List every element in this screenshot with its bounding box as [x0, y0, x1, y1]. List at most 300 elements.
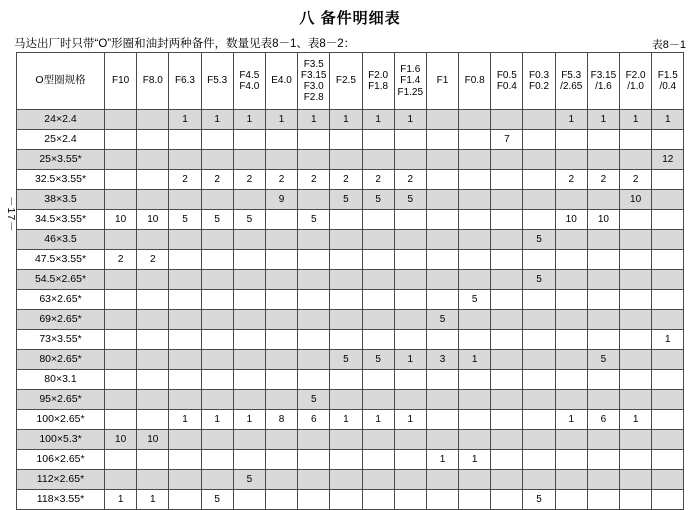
cell-r11-c3: [201, 330, 233, 350]
cell-r19-c16: [620, 490, 652, 510]
cell-r0-c14: 1: [555, 110, 587, 130]
cell-r1-c3: [201, 130, 233, 150]
cell-r7-c0: 2: [105, 250, 137, 270]
cell-r5-c14: 10: [555, 210, 587, 230]
cell-r11-c14: [555, 330, 587, 350]
row-spec-label: 25×3.55*: [17, 150, 105, 170]
cell-r12-c3: [201, 350, 233, 370]
cell-r12-c15: 5: [587, 350, 619, 370]
cell-r11-c0: [105, 330, 137, 350]
cell-r14-c8: [362, 390, 394, 410]
cell-r7-c2: [169, 250, 201, 270]
cell-r9-c9: [394, 290, 426, 310]
cell-r5-c15: 10: [587, 210, 619, 230]
cell-r14-c6: 5: [298, 390, 330, 410]
cell-r4-c9: 5: [394, 190, 426, 210]
cell-r15-c7: 1: [330, 410, 362, 430]
cell-r12-c16: [620, 350, 652, 370]
cell-r17-c5: [265, 450, 297, 470]
cell-r18-c0: [105, 470, 137, 490]
cell-r0-c5: 1: [265, 110, 297, 130]
cell-r19-c12: [491, 490, 523, 510]
cell-r2-c0: [105, 150, 137, 170]
column-header-9: F1.6 F1.4 F1.25: [394, 53, 426, 110]
cell-r17-c13: [523, 450, 555, 470]
table-row: [17, 290, 684, 310]
column-header-4: F4.5 F4.0: [233, 53, 265, 110]
cell-r8-c17: [652, 270, 684, 290]
cell-r2-c16: [620, 150, 652, 170]
cell-r19-c15: [587, 490, 619, 510]
cell-r13-c4: [233, 370, 265, 390]
cell-r6-c1: [137, 230, 169, 250]
column-header-2: F6.3: [169, 53, 201, 110]
cell-r2-c5: [265, 150, 297, 170]
table-row: [17, 110, 684, 130]
cell-r12-c1: [137, 350, 169, 370]
cell-r5-c7: [330, 210, 362, 230]
cell-r18-c10: [426, 470, 458, 490]
cell-r4-c13: [523, 190, 555, 210]
cell-r18-c3: [201, 470, 233, 490]
cell-r18-c9: [394, 470, 426, 490]
cell-r7-c6: [298, 250, 330, 270]
cell-r6-c11: [459, 230, 491, 250]
cell-r0-c0: [105, 110, 137, 130]
cell-r6-c7: [330, 230, 362, 250]
cell-r7-c17: [652, 250, 684, 270]
cell-r17-c0: [105, 450, 137, 470]
cell-r13-c16: [620, 370, 652, 390]
cell-r3-c0: [105, 170, 137, 190]
table-row: [17, 310, 684, 330]
cell-r10-c7: [330, 310, 362, 330]
row-spec-label: 32.5×3.55*: [17, 170, 105, 190]
cell-r8-c8: [362, 270, 394, 290]
cell-r17-c8: [362, 450, 394, 470]
cell-r5-c9: [394, 210, 426, 230]
row-spec-label: 63×2.65*: [17, 290, 105, 310]
table-body: [17, 110, 684, 510]
cell-r0-c15: 1: [587, 110, 619, 130]
cell-r10-c5: [265, 310, 297, 330]
cell-r15-c12: [491, 410, 523, 430]
cell-r9-c4: [233, 290, 265, 310]
cell-r12-c11: 1: [459, 350, 491, 370]
cell-r0-c10: [426, 110, 458, 130]
cell-r17-c4: [233, 450, 265, 470]
table-row: [17, 410, 684, 430]
table-row: [17, 370, 684, 390]
cell-r14-c17: [652, 390, 684, 410]
cell-r3-c10: [426, 170, 458, 190]
cell-r2-c17: 12: [652, 150, 684, 170]
cell-r11-c1: [137, 330, 169, 350]
cell-r6-c2: [169, 230, 201, 250]
cell-r0-c3: 1: [201, 110, 233, 130]
cell-r13-c7: [330, 370, 362, 390]
cell-r1-c7: [330, 130, 362, 150]
cell-r6-c0: [105, 230, 137, 250]
cell-r19-c3: 5: [201, 490, 233, 510]
cell-r1-c11: [459, 130, 491, 150]
table-row: [17, 170, 684, 190]
column-header-0: F10: [105, 53, 137, 110]
column-header-16: F2.0 /1.0: [620, 53, 652, 110]
page-subtitle: 马达出厂时只带“O”形圈和油封两种备件，数量见表8－1、表8－2：: [14, 38, 356, 50]
cell-r10-c1: [137, 310, 169, 330]
cell-r18-c17: [652, 470, 684, 490]
cell-r8-c15: [587, 270, 619, 290]
cell-r5-c1: 10: [137, 210, 169, 230]
cell-r13-c14: [555, 370, 587, 390]
cell-r9-c11: 5: [459, 290, 491, 310]
cell-r6-c17: [652, 230, 684, 250]
cell-r5-c16: [620, 210, 652, 230]
table-row: [17, 270, 684, 290]
cell-r11-c12: [491, 330, 523, 350]
cell-r18-c12: [491, 470, 523, 490]
cell-r19-c2: [169, 490, 201, 510]
cell-r3-c13: [523, 170, 555, 190]
cell-r6-c15: [587, 230, 619, 250]
table-row: [17, 250, 684, 270]
cell-r16-c14: [555, 430, 587, 450]
cell-r6-c10: [426, 230, 458, 250]
table-row: [17, 330, 684, 350]
row-spec-label: 34.5×3.55*: [17, 210, 105, 230]
cell-r11-c8: [362, 330, 394, 350]
cell-r5-c5: [265, 210, 297, 230]
cell-r6-c3: [201, 230, 233, 250]
row-spec-label: 95×2.65*: [17, 390, 105, 410]
cell-r9-c2: [169, 290, 201, 310]
table-row: [17, 150, 684, 170]
cell-r14-c10: [426, 390, 458, 410]
cell-r2-c2: [169, 150, 201, 170]
cell-r14-c11: [459, 390, 491, 410]
cell-r3-c11: [459, 170, 491, 190]
cell-r5-c11: [459, 210, 491, 230]
cell-r14-c4: [233, 390, 265, 410]
cell-r16-c8: [362, 430, 394, 450]
row-spec-label: 69×2.65*: [17, 310, 105, 330]
cell-r5-c17: [652, 210, 684, 230]
cell-r10-c9: [394, 310, 426, 330]
cell-r7-c16: [620, 250, 652, 270]
cell-r9-c1: [137, 290, 169, 310]
cell-r11-c16: [620, 330, 652, 350]
cell-r14-c5: [265, 390, 297, 410]
cell-r15-c5: 8: [265, 410, 297, 430]
cell-r14-c9: [394, 390, 426, 410]
cell-r11-c5: [265, 330, 297, 350]
cell-r8-c4: [233, 270, 265, 290]
cell-r9-c16: [620, 290, 652, 310]
cell-r18-c4: 5: [233, 470, 265, 490]
cell-r10-c3: [201, 310, 233, 330]
cell-r3-c12: [491, 170, 523, 190]
cell-r2-c12: [491, 150, 523, 170]
cell-r10-c13: [523, 310, 555, 330]
cell-r15-c15: 6: [587, 410, 619, 430]
cell-r13-c17: [652, 370, 684, 390]
cell-r15-c2: 1: [169, 410, 201, 430]
cell-r8-c10: [426, 270, 458, 290]
cell-r18-c13: [523, 470, 555, 490]
cell-r4-c15: [587, 190, 619, 210]
cell-r14-c15: [587, 390, 619, 410]
cell-r13-c10: [426, 370, 458, 390]
cell-r4-c14: [555, 190, 587, 210]
cell-r4-c8: 5: [362, 190, 394, 210]
cell-r16-c6: [298, 430, 330, 450]
cell-r16-c4: [233, 430, 265, 450]
cell-r2-c9: [394, 150, 426, 170]
cell-r16-c12: [491, 430, 523, 450]
cell-r1-c4: [233, 130, 265, 150]
cell-r10-c12: [491, 310, 523, 330]
cell-r11-c4: [233, 330, 265, 350]
row-spec-label: 47.5×3.55*: [17, 250, 105, 270]
cell-r8-c14: [555, 270, 587, 290]
cell-r8-c9: [394, 270, 426, 290]
cell-r13-c1: [137, 370, 169, 390]
column-header-1: F8.0: [137, 53, 169, 110]
cell-r17-c15: [587, 450, 619, 470]
cell-r19-c5: [265, 490, 297, 510]
cell-r11-c10: [426, 330, 458, 350]
cell-r11-c13: [523, 330, 555, 350]
cell-r13-c15: [587, 370, 619, 390]
cell-r19-c13: 5: [523, 490, 555, 510]
cell-r19-c0: 1: [105, 490, 137, 510]
cell-r7-c12: [491, 250, 523, 270]
cell-r5-c4: 5: [233, 210, 265, 230]
cell-r17-c16: [620, 450, 652, 470]
column-header-7: F2.5: [330, 53, 362, 110]
cell-r12-c17: [652, 350, 684, 370]
cell-r7-c8: [362, 250, 394, 270]
cell-r8-c11: [459, 270, 491, 290]
cell-r3-c17: [652, 170, 684, 190]
cell-r17-c1: [137, 450, 169, 470]
cell-r5-c0: 10: [105, 210, 137, 230]
cell-r9-c7: [330, 290, 362, 310]
cell-r18-c5: [265, 470, 297, 490]
cell-r6-c4: [233, 230, 265, 250]
cell-r1-c14: [555, 130, 587, 150]
row-spec-label: 100×2.65*: [17, 410, 105, 430]
cell-r8-c2: [169, 270, 201, 290]
column-header-17: F1.5 /0.4: [652, 53, 684, 110]
cell-r9-c15: [587, 290, 619, 310]
cell-r5-c6: 5: [298, 210, 330, 230]
table-header-row: [17, 53, 684, 110]
cell-r4-c2: [169, 190, 201, 210]
cell-r11-c6: [298, 330, 330, 350]
cell-r0-c9: 1: [394, 110, 426, 130]
cell-r4-c5: 9: [265, 190, 297, 210]
cell-r9-c5: [265, 290, 297, 310]
cell-r16-c5: [265, 430, 297, 450]
cell-r9-c3: [201, 290, 233, 310]
cell-r1-c16: [620, 130, 652, 150]
cell-r10-c10: 5: [426, 310, 458, 330]
cell-r7-c4: [233, 250, 265, 270]
row-spec-label: 24×2.4: [17, 110, 105, 130]
cell-r1-c10: [426, 130, 458, 150]
cell-r19-c11: [459, 490, 491, 510]
cell-r14-c16: [620, 390, 652, 410]
cell-r17-c7: [330, 450, 362, 470]
cell-r9-c17: [652, 290, 684, 310]
cell-r11-c15: [587, 330, 619, 350]
cell-r15-c1: [137, 410, 169, 430]
cell-r17-c14: [555, 450, 587, 470]
cell-r17-c12: [491, 450, 523, 470]
column-header-15: F3.15 /1.6: [587, 53, 619, 110]
table-head: [17, 53, 684, 110]
cell-r16-c15: [587, 430, 619, 450]
row-spec-label: 54.5×2.65*: [17, 270, 105, 290]
cell-r15-c10: [426, 410, 458, 430]
cell-r1-c2: [169, 130, 201, 150]
cell-r16-c10: [426, 430, 458, 450]
row-spec-label: 25×2.4: [17, 130, 105, 150]
cell-r12-c5: [265, 350, 297, 370]
cell-r1-c6: [298, 130, 330, 150]
cell-r15-c17: [652, 410, 684, 430]
cell-r3-c9: 2: [394, 170, 426, 190]
cell-r1-c12: 7: [491, 130, 523, 150]
cell-r19-c10: [426, 490, 458, 510]
row-spec-label: 73×3.55*: [17, 330, 105, 350]
column-header-11: F0.8: [459, 53, 491, 110]
cell-r0-c7: 1: [330, 110, 362, 130]
spare-parts-table-wrap: [16, 52, 684, 510]
page-number-marker: －17－: [5, 196, 17, 233]
cell-r2-c13: [523, 150, 555, 170]
cell-r14-c14: [555, 390, 587, 410]
cell-r5-c2: 5: [169, 210, 201, 230]
cell-r17-c2: [169, 450, 201, 470]
cell-r19-c8: [362, 490, 394, 510]
cell-r3-c14: 2: [555, 170, 587, 190]
column-header-8: F2.0 F1.8: [362, 53, 394, 110]
cell-r18-c16: [620, 470, 652, 490]
cell-r2-c11: [459, 150, 491, 170]
cell-r5-c8: [362, 210, 394, 230]
cell-r12-c14: [555, 350, 587, 370]
column-header-6: F3.5 F3.15 F3.0 F2.8: [298, 53, 330, 110]
cell-r7-c7: [330, 250, 362, 270]
cell-r4-c1: [137, 190, 169, 210]
cell-r18-c8: [362, 470, 394, 490]
cell-r11-c7: [330, 330, 362, 350]
cell-r7-c3: [201, 250, 233, 270]
table-row: [17, 230, 684, 250]
page-title: 八 备件明细表: [299, 10, 401, 27]
cell-r13-c12: [491, 370, 523, 390]
cell-r10-c6: [298, 310, 330, 330]
cell-r16-c3: [201, 430, 233, 450]
cell-r1-c8: [362, 130, 394, 150]
cell-r6-c12: [491, 230, 523, 250]
cell-r4-c10: [426, 190, 458, 210]
cell-r3-c8: 2: [362, 170, 394, 190]
cell-r15-c11: [459, 410, 491, 430]
cell-r0-c1: [137, 110, 169, 130]
cell-r12-c8: 5: [362, 350, 394, 370]
cell-r10-c11: [459, 310, 491, 330]
cell-r6-c9: [394, 230, 426, 250]
table-row: [17, 490, 684, 510]
cell-r0-c8: 1: [362, 110, 394, 130]
cell-r8-c1: [137, 270, 169, 290]
cell-r10-c14: [555, 310, 587, 330]
column-header-10: F1: [426, 53, 458, 110]
row-spec-label: 80×3.1: [17, 370, 105, 390]
cell-r9-c0: [105, 290, 137, 310]
cell-r16-c1: 10: [137, 430, 169, 450]
table-number-label: 表8－1: [651, 39, 686, 51]
cell-r6-c16: [620, 230, 652, 250]
cell-r15-c6: 6: [298, 410, 330, 430]
cell-r5-c3: 5: [201, 210, 233, 230]
cell-r12-c2: [169, 350, 201, 370]
table-row: [17, 190, 684, 210]
cell-r19-c17: [652, 490, 684, 510]
cell-r10-c15: [587, 310, 619, 330]
cell-r14-c7: [330, 390, 362, 410]
cell-r16-c0: 10: [105, 430, 137, 450]
cell-r12-c6: [298, 350, 330, 370]
cell-r19-c14: [555, 490, 587, 510]
cell-r2-c4: [233, 150, 265, 170]
cell-r19-c6: [298, 490, 330, 510]
cell-r0-c13: [523, 110, 555, 130]
cell-r3-c6: 2: [298, 170, 330, 190]
cell-r19-c9: [394, 490, 426, 510]
cell-r17-c17: [652, 450, 684, 470]
cell-r12-c10: 3: [426, 350, 458, 370]
cell-r7-c9: [394, 250, 426, 270]
cell-r7-c13: [523, 250, 555, 270]
cell-r1-c0: [105, 130, 137, 150]
column-header-3: F5.3: [201, 53, 233, 110]
cell-r15-c13: [523, 410, 555, 430]
row-spec-label: 100×5.3*: [17, 430, 105, 450]
cell-r6-c5: [265, 230, 297, 250]
cell-r11-c9: [394, 330, 426, 350]
cell-r16-c11: [459, 430, 491, 450]
cell-r7-c14: [555, 250, 587, 270]
cell-r14-c1: [137, 390, 169, 410]
cell-r5-c10: [426, 210, 458, 230]
cell-r9-c6: [298, 290, 330, 310]
cell-r14-c0: [105, 390, 137, 410]
cell-r1-c1: [137, 130, 169, 150]
cell-r7-c10: [426, 250, 458, 270]
cell-r3-c2: 2: [169, 170, 201, 190]
row-spec-label: 106×2.65*: [17, 450, 105, 470]
cell-r1-c9: [394, 130, 426, 150]
cell-r3-c1: [137, 170, 169, 190]
cell-r13-c9: [394, 370, 426, 390]
row-spec-label: 80×2.65*: [17, 350, 105, 370]
cell-r16-c16: [620, 430, 652, 450]
